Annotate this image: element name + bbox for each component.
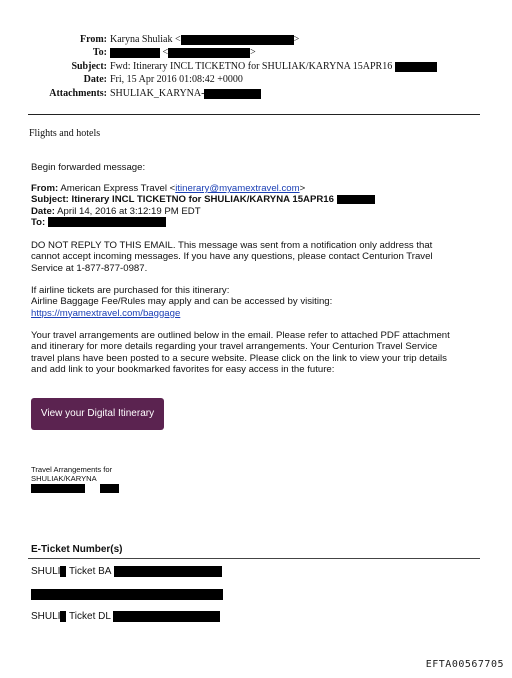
forward-from-line — [31, 183, 305, 194]
airline-line-2: Airline Baggage Fee/Rules may apply and can be accessed by visiting: — [31, 296, 333, 308]
notice-line-1: DO NOT REPLY TO THIS EMAIL. This message was sent from a notification only address that — [31, 240, 433, 251]
forward-from-label: From: — [31, 183, 59, 194]
ticket-ba-label: Ticket BA — [66, 566, 111, 578]
header-subject-label: Subject: — [71, 61, 107, 72]
header-to-label: To: — [92, 47, 107, 58]
redaction — [31, 589, 223, 600]
header-date-value: Fri, 15 Apr 2016 01:08:42 +0000 — [110, 74, 243, 85]
airline-paragraph — [31, 285, 332, 319]
forward-from-name: American Express Travel < — [58, 183, 176, 194]
to-mid: < — [162, 47, 169, 58]
forward-date-label: Date: — [31, 206, 55, 217]
eticket-heading: E-Ticket Number(s) — [31, 544, 123, 555]
header-subject-value — [110, 61, 437, 73]
redaction — [337, 195, 375, 204]
forward-to-line — [31, 217, 166, 228]
redaction — [31, 484, 85, 493]
redaction — [204, 89, 261, 99]
folder-label: Flights and hotels — [29, 128, 101, 139]
travel-line-3: travel plans have been posted to a secure website. Please click on the link to view your trip details — [31, 352, 447, 364]
baggage-link[interactable]: https://myamextravel.com/baggage — [31, 307, 181, 319]
travel-line-1: Your travel arrangements are outlined below in the email. Please refer to attached PDF attachment — [31, 330, 450, 341]
redaction — [48, 217, 166, 227]
forward-intro: Begin forwarded message: — [31, 162, 146, 173]
redaction — [110, 48, 160, 58]
attachment-name[interactable]: SHULIAK_KARYNA- — [110, 88, 205, 99]
forward-date-line — [31, 206, 201, 217]
redaction — [168, 48, 250, 58]
forward-from-email-link[interactable]: itinerary@myamextravel.com — [175, 183, 300, 194]
to-end: > — [250, 47, 256, 58]
forward-subject-label: Subject: — [31, 194, 69, 205]
document-id: EFTA00567705 — [425, 659, 504, 670]
forward-from-end: > — [299, 183, 306, 194]
travel-line-2: and itinerary for more details regarding your travel arrangements. Your Centurion Travel Service — [31, 341, 438, 353]
header-from-label: From: — [79, 34, 107, 45]
notice-line-2: cannot accept incoming messages. If you have any questions, please contact Centurion Travel — [31, 251, 433, 263]
travel-line-4: and add link to your bookmarked favorites for easy access in the future: — [31, 363, 335, 375]
redaction — [181, 35, 294, 45]
redaction — [395, 62, 437, 72]
ticket-dl-label: Ticket DL — [66, 611, 111, 623]
forward-date-value: April 14, 2016 at 3:12:19 PM EDT — [55, 206, 201, 217]
arrangements-line-1: Travel Arrangements for — [31, 465, 113, 474]
ticket-passenger-prefix: SHULI — [31, 611, 61, 623]
redaction — [114, 566, 222, 577]
notice-line-3: Service at 1-877-877-0987. — [31, 262, 148, 274]
eticket-divider — [28, 558, 480, 559]
from-end: > — [293, 34, 300, 45]
subject-text: Fwd: Itinerary INCL TICKETNO for SHULIAK/KARYNA 15APR16 — [110, 61, 393, 72]
ticket-row-3 — [31, 611, 220, 623]
header-to-value — [110, 47, 256, 59]
from-name: Karyna Shuliak < — [110, 34, 181, 45]
header-date-label: Date: — [83, 74, 107, 85]
redaction — [100, 484, 119, 493]
forward-to-label: To: — [31, 217, 46, 228]
header-attachments-value[interactable] — [110, 88, 261, 100]
arrangements-block — [31, 465, 112, 483]
arrangements-name: SHULIAK/KARYNA — [31, 474, 97, 483]
header-divider — [28, 114, 480, 115]
travel-paragraph — [31, 330, 450, 375]
header-from-value — [110, 34, 299, 46]
redaction — [113, 611, 220, 622]
forward-subject-value: Itinerary INCL TICKETNO for SHULIAK/KARYNA 15APR16 — [68, 194, 334, 205]
header-attachments-label: Attachments: — [49, 88, 107, 99]
arrangements-line-2 — [31, 474, 112, 483]
notice-paragraph — [31, 240, 433, 274]
airline-line-1: If airline tickets are purchased for this itinerary: — [31, 285, 230, 296]
forward-subject-line — [31, 194, 375, 205]
ticket-passenger-prefix: SHULI — [31, 566, 61, 578]
view-digital-itinerary-button[interactable]: View your Digital Itinerary — [31, 398, 164, 430]
ticket-row-1 — [31, 566, 222, 578]
